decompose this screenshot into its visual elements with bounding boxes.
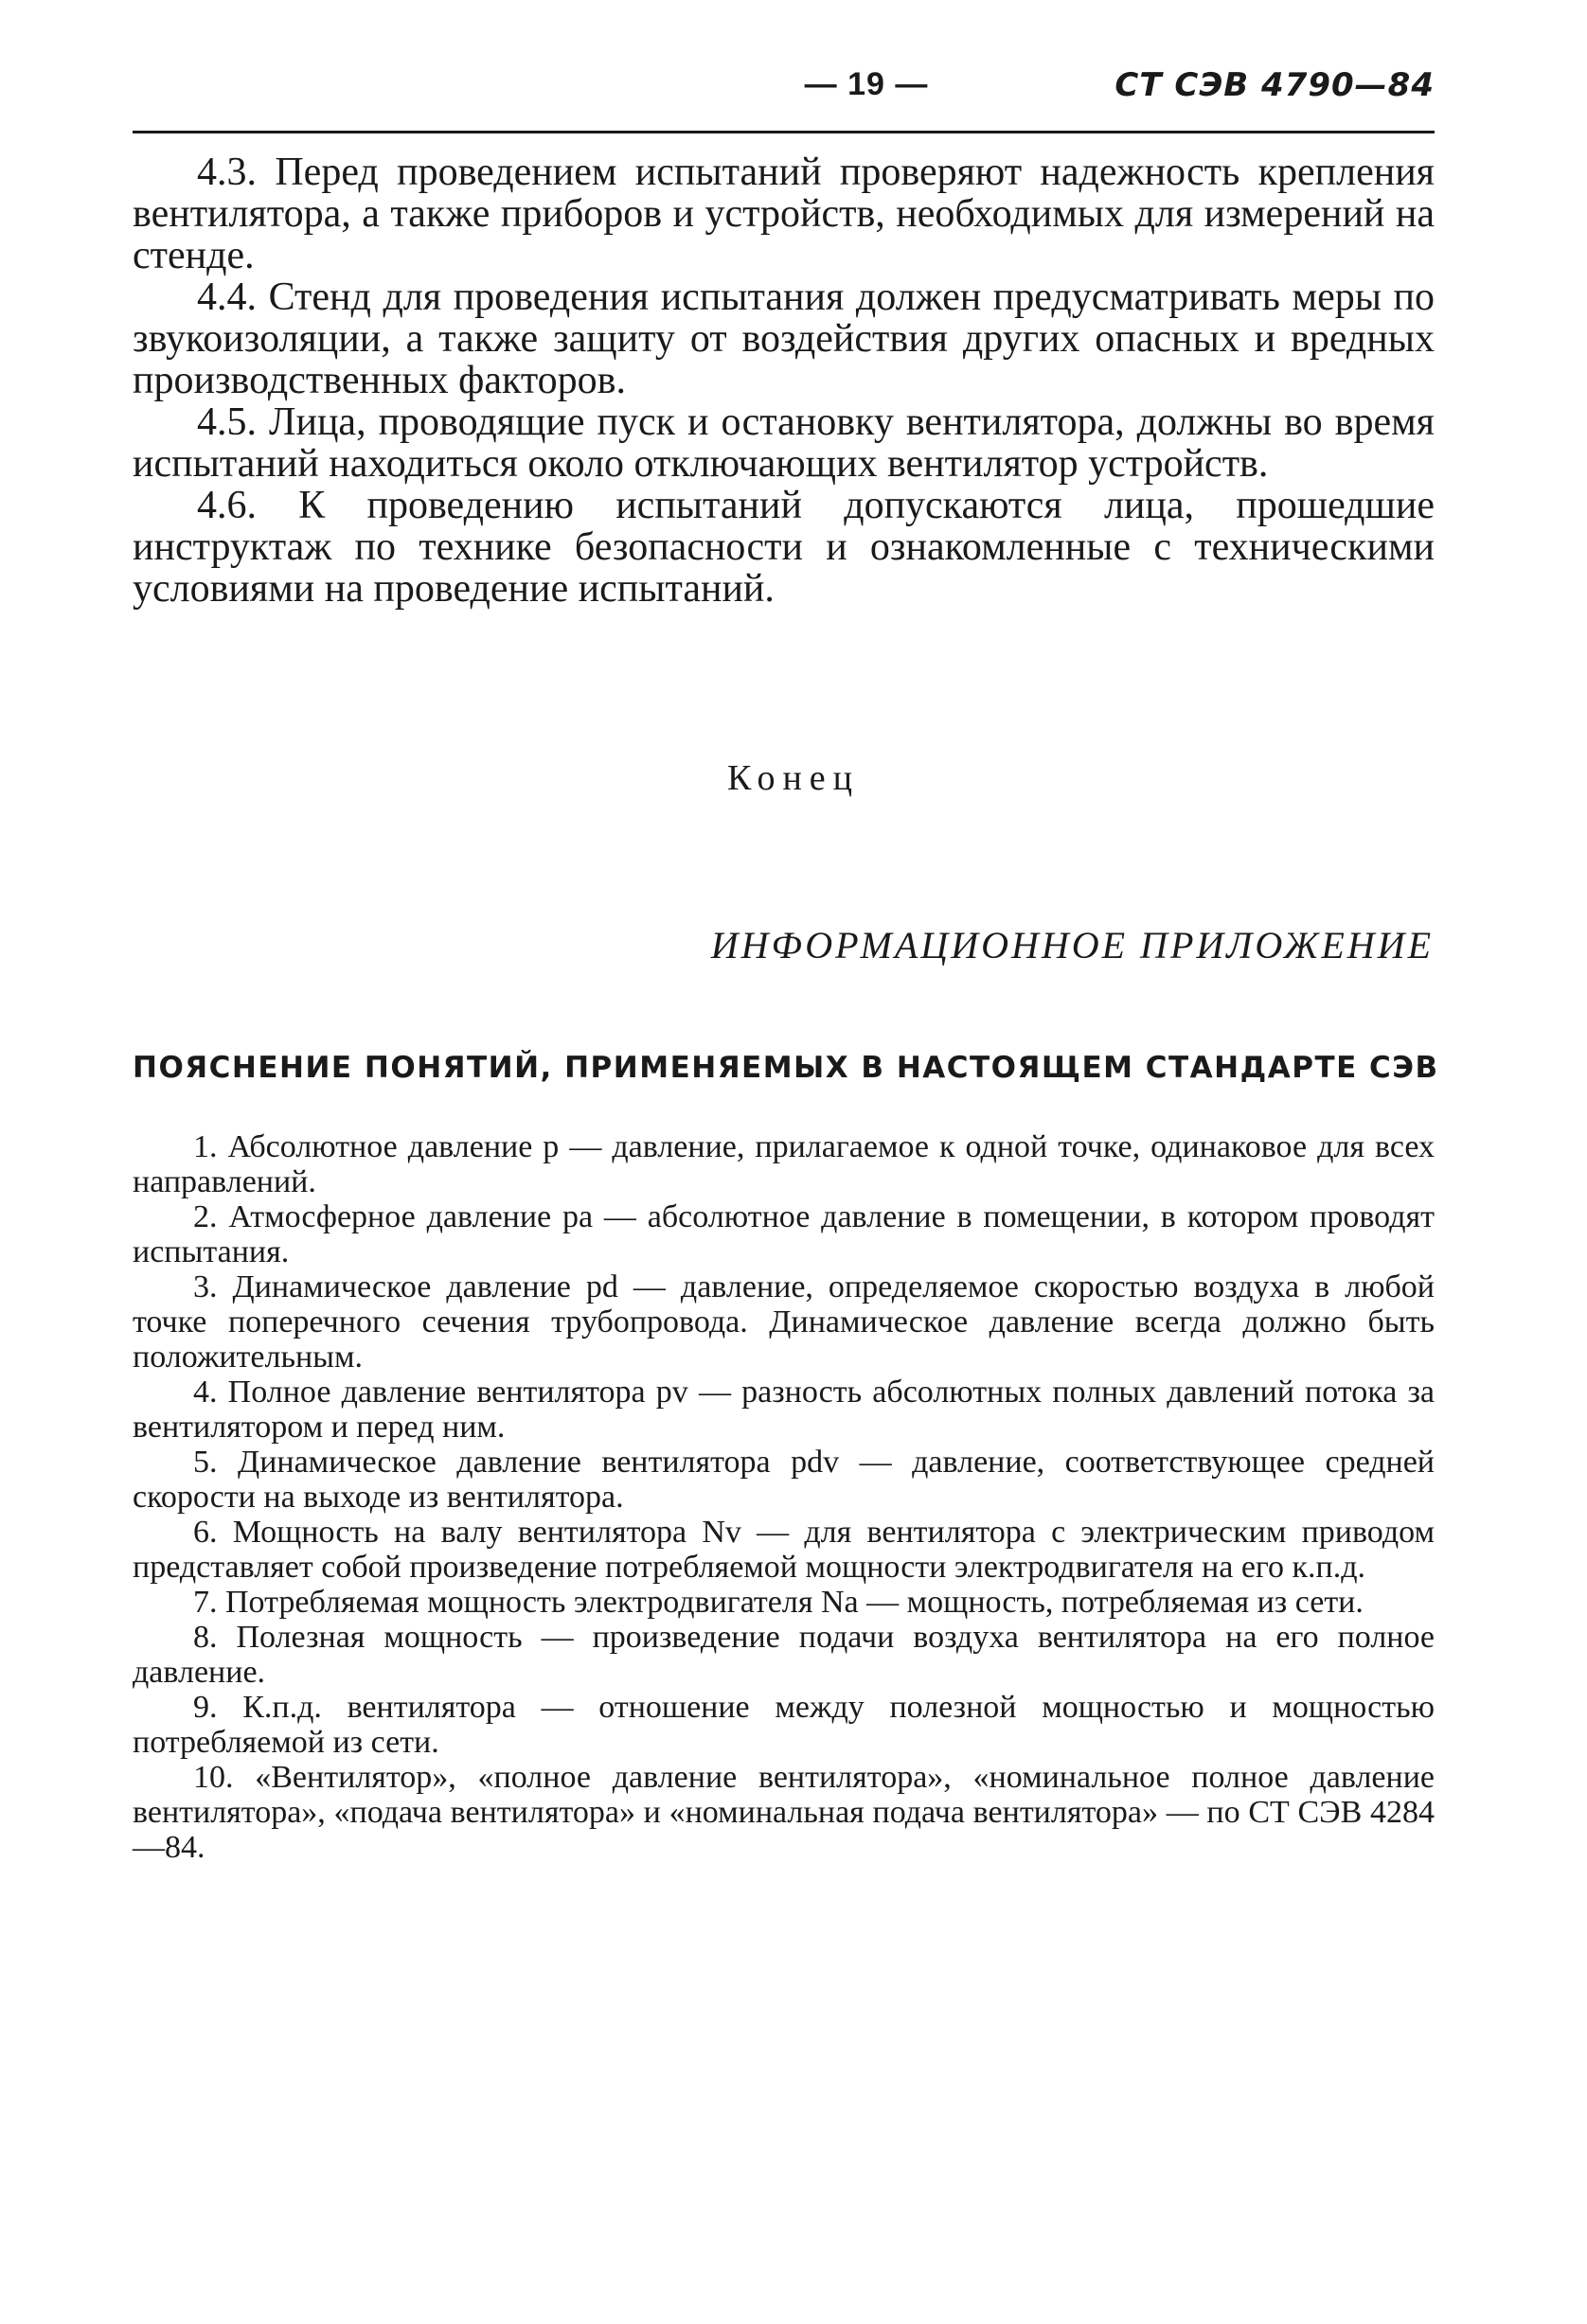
clause-4-4: 4.4. Стенд для проведения испытания должен предусматривать меры по звукоизоляции, а также защиту от воздействия других опасных и вредных производственных факторов. [133,275,1435,402]
definition-item: 8. Полезная мощность — произведение подачи воздуха вентилятора на его полное давление. [133,1620,1435,1690]
standard-code: СТ СЭВ 4790—84 [1114,66,1435,104]
definitions-list [133,1129,1435,1865]
definition-item: 6. Мощность на валу вентилятора Nv — для вентилятора с электрическим приводом представляет собой произведение потребляемой мощности электродвигателя на его к.п.д. [133,1515,1435,1585]
definition-item: 5. Динамическое давление вентилятора pdv — давление, соответствующее средней скорости на выходе из вентилятора. [133,1445,1435,1515]
definition-item: 2. Атмосферное давление pa — абсолютное давление в помещении, в котором проводят испытания. [133,1199,1435,1269]
end-marker: Конец [727,758,860,798]
definition-item: 9. К.п.д. вентилятора — отношение между полезной мощностью и мощностью потребляемой из сети. [133,1690,1435,1760]
definition-item: 10. «Вентилятор», «полное давление вентилятора», «номинальное полное давление вентилятора», «подача вентилятора» и «номинальная подача вентилятора» — по СТ СЭВ 4284—84. [133,1760,1435,1865]
running-header [133,66,1435,123]
header-rule [133,131,1435,133]
definition-item: 1. Абсолютное давление p — давление, прилагаемое к одной точке, одинаковое для всех направлений. [133,1129,1435,1199]
appendix-label: ИНФОРМАЦИОННОЕ ПРИЛОЖЕНИЕ [710,924,1434,967]
definition-item: 4. Полное давление вентилятора pv — разность абсолютных полных давлений потока за вентилятором и перед ним. [133,1375,1435,1445]
clause-4-3: 4.3. Перед проведением испытаний проверяют надежность крепления вентилятора, а также приборов и устройств, необходимых для измерений на стенде. [133,151,1435,277]
section-title: ПОЯСНЕНИЕ ПОНЯТИЙ, ПРИМЕНЯЕМЫХ В НАСТОЯЩЕМ СТАНДАРТЕ СЭВ [133,1051,1439,1085]
definition-item: 3. Динамическое давление pd — давление, определяемое скоростью воздуха в любой точке поперечного сечения трубопровода. Динамическое давление всегда должно быть положительным. [133,1269,1435,1375]
clause-4-6: 4.6. К проведению испытаний допускаются лица, прошедшие инструктаж по технике безопасности и ознакомленные с техническими условиями на проведение испытаний. [133,484,1435,611]
page-number: — 19 — [804,66,929,102]
clauses-section [133,151,1435,610]
definition-item: 7. Потребляемая мощность электродвигателя Na — мощность, потребляемая из сети. [193,1585,1364,1620]
clause-4-5: 4.5. Лица, проводящие пуск и остановку вентилятора, должны во время испытаний находиться около отключающих вентилятор устройств. [133,400,1435,486]
